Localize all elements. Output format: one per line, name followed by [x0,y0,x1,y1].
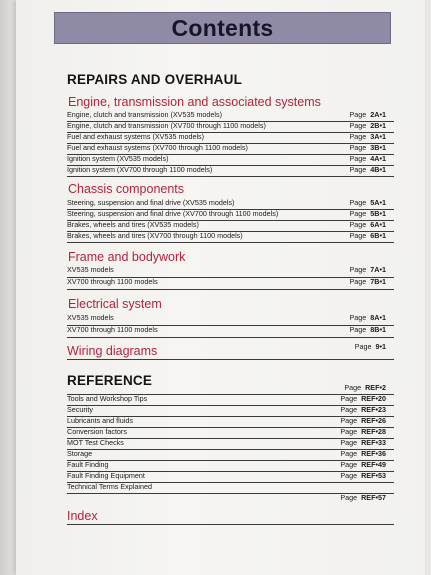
toc-row-page: Page 6B•1 [349,231,386,240]
toc-row-label: Fault Finding [67,460,109,469]
section-heading-repairs: REPAIRS AND OVERHAUL [67,72,243,87]
toc-row-wiring[interactable] [67,343,394,360]
toc-row-page: Page REF•23 [340,405,386,414]
toc-row-label: Conversion factors [67,427,127,436]
toc-row-page: Page 2A•1 [349,110,386,119]
toc-row-label: XV535 models [67,313,114,322]
toc-row-page: Page 3A•1 [349,132,386,141]
toc-row-page: Page REF•28 [340,427,386,436]
toc-row-page: Page 8A•1 [349,313,386,322]
group-title-electrical: Electrical system [68,297,162,311]
toc-row-label: Security [67,405,93,414]
toc-row-label: Technical Terms Explained [67,482,152,491]
toc-row-page: Page REF•53 [340,471,386,480]
toc-row-page: Page REF•2 [344,383,386,392]
toc-row-label: Steering, suspension and final drive (XV700 through 1100 models) [67,209,279,218]
toc-row-label: MOT Test Checks [67,438,124,447]
toc-row-label: XV700 through 1100 models [67,277,158,286]
toc-row-page: Page 5B•1 [349,209,386,218]
toc-row-page: Page 7A•1 [349,265,386,274]
toc-row-label: Storage [67,449,93,458]
group-title-index: Index [67,509,98,523]
section-heading-reference: REFERENCE [67,373,153,388]
toc-row[interactable] [67,165,394,177]
toc-row-label: Brakes, wheels and tires (XV700 through 1100 models) [67,231,243,240]
toc-row-label: Ignition system (XV535 models) [67,154,169,163]
group-title-frame: Frame and bodywork [68,250,186,264]
book-spine-shadow [0,0,16,575]
toc-row-page: Page REF•49 [340,460,386,469]
toc-row-label: XV700 through 1100 models [67,325,158,334]
toc-row-label: Tools and Workshop Tips [67,394,148,403]
toc-row[interactable] [67,325,394,338]
toc-row-page: Page 4B•1 [349,165,386,174]
contents-banner [54,12,391,44]
toc-row-page [382,482,386,492]
toc-row-page: Page 9•1 [354,342,386,351]
toc-row-label: Ignition system (XV700 through 1100 models) [67,165,213,174]
toc-row-label: Fuel and exhaust systems (XV700 through 1100 models) [67,143,248,152]
toc-row-label: XV535 models [67,265,114,274]
toc-row-label: Engine, clutch and transmission (XV700 through 1100 models) [67,121,266,130]
toc-row-page: Page 4A•1 [349,154,386,163]
toc-row-page: Page REF•26 [340,416,386,425]
toc-row[interactable] [67,277,394,290]
page-title: Contents [171,14,274,41]
group-title-chassis: Chassis components [68,182,185,196]
toc-row-label: Engine, clutch and transmission (XV535 models) [67,110,223,119]
toc-row-label: Fuel and exhaust systems (XV535 models) [67,132,205,141]
group-title-engine: Engine, transmission and associated systems [68,95,321,109]
toc-row-page: Page 6A•1 [349,220,386,229]
toc-row[interactable] [67,231,394,243]
toc-row-index[interactable] [67,508,394,525]
toc-row-label: Steering, suspension and final drive (XV535 models) [67,198,235,207]
toc-row-page: Page 3B•1 [349,143,386,152]
toc-row-page: Page 7B•1 [349,277,386,286]
toc-row-page: Page REF•20 [340,394,386,403]
toc-row-label: Lubricants and fluids [67,416,133,425]
toc-row-page: Page REF•36 [340,449,386,458]
toc-row-page: Page REF•33 [340,438,386,447]
toc-row-page: Page REF•57 [340,493,386,502]
toc-row-page: Page 8B•1 [349,325,386,334]
toc-row-label: Brakes, wheels and tires (XV535 models) [67,220,199,229]
toc-row-page: Page 5A•1 [349,198,386,207]
toc-row-page: Page 2B•1 [349,121,386,130]
toc-row[interactable] [67,493,394,504]
group-title-wiring: Wiring diagrams [67,344,158,358]
toc-row-label: Fault Finding Equipment [67,471,145,480]
